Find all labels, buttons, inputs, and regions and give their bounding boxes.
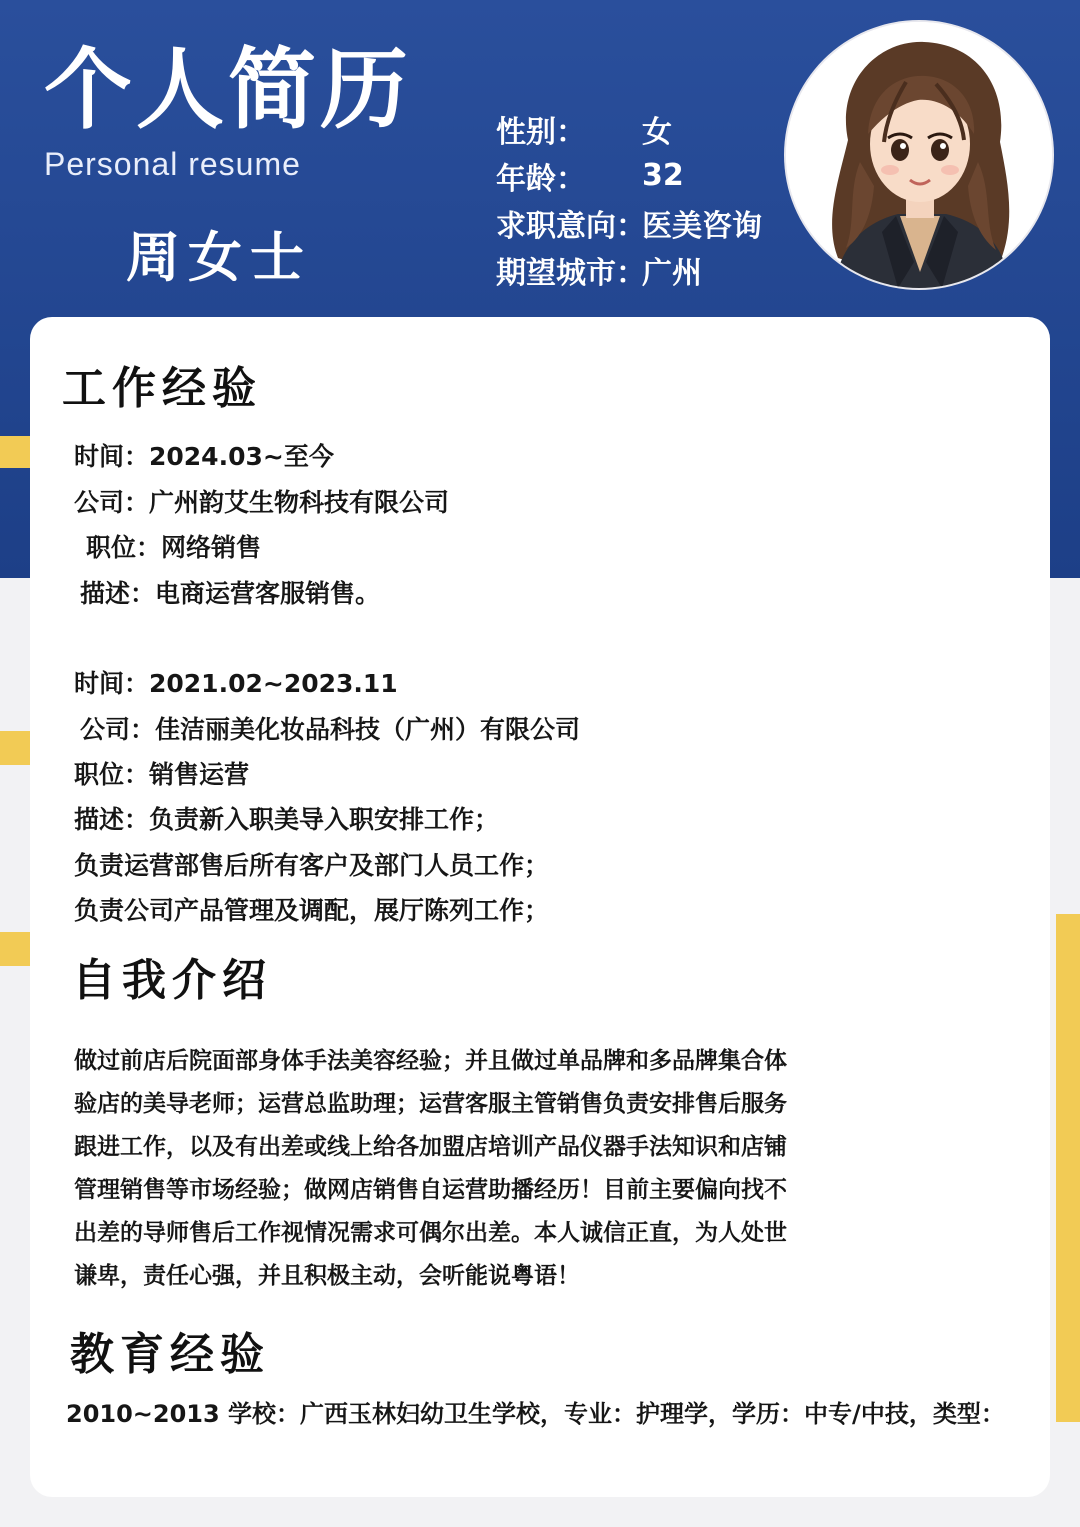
intro-line: 做过前店后院面部身体手法美容经验；并且做过单品牌和多品牌集合体 xyxy=(74,1048,787,1074)
accent-bar-left-1 xyxy=(0,436,30,468)
info-row-gender xyxy=(496,105,762,152)
accent-bar-left-2 xyxy=(0,731,30,765)
job1-company: 公司：广州韵艾生物科技有限公司 xyxy=(74,488,450,517)
intro-line: 出差的导师售后工作视情况需求可偶尔出差。本人诚信正直，为人处世 xyxy=(74,1220,787,1246)
education-section-title: 教育经验 xyxy=(70,1329,270,1380)
intro-line: 跟进工作，以及有出差或线上给各加盟店培训产品仪器手法知识和店铺 xyxy=(74,1134,787,1160)
job-intention-value: 医美咨询 xyxy=(642,208,762,244)
gender-label: 性别： xyxy=(496,114,586,150)
accent-bar-left-3 xyxy=(0,932,30,966)
job2-description-2: 负责运营部售后所有客户及部门人员工作； xyxy=(74,851,550,880)
city-value: 广州 xyxy=(642,255,702,291)
candidate-name: 周女士 xyxy=(126,226,312,289)
intro-section-title: 自我介绍 xyxy=(72,955,272,1006)
education-entry: 2010~2013 学校：广西玉林妇幼卫生学校，专业：护理学，学历：中专/中技，类型： xyxy=(66,1400,1005,1428)
intro-line: 管理销售等市场经验；做网店销售自运营助播经历！目前主要偏向找不 xyxy=(74,1177,787,1203)
info-row-job-intention xyxy=(496,199,762,246)
job2-position: 职位：销售运营 xyxy=(74,760,250,789)
job1-description: 描述：电商运营客服销售。 xyxy=(80,579,381,608)
intro-paragraph xyxy=(74,1040,844,1298)
intro-line: 谦卑，责任心强，并且积极主动，会听能说粤语！ xyxy=(74,1263,580,1289)
work-section-title: 工作经验 xyxy=(62,363,262,414)
info-row-age xyxy=(496,152,762,199)
job-intention-label: 求职意向： xyxy=(496,208,646,244)
job2-description-3: 负责公司产品管理及调配，展厅陈列工作； xyxy=(74,896,550,925)
intro-line: 验店的美导老师；运营总监助理；运营客服主管销售负责安排售后服务 xyxy=(74,1091,787,1117)
age-label: 年龄： xyxy=(496,161,586,197)
job1-time: 时间：2024.03~至今 xyxy=(74,442,334,471)
job1-position: 职位：网络销售 xyxy=(86,533,262,562)
avatar xyxy=(786,22,1052,288)
city-label: 期望城市： xyxy=(496,255,646,291)
age-value: 32 xyxy=(642,158,684,193)
gender-value: 女 xyxy=(642,114,672,150)
job2-company: 公司：佳洁丽美化妆品科技（广州）有限公司 xyxy=(80,715,581,744)
job2-time: 时间：2021.02~2023.11 xyxy=(74,669,398,698)
avatar-illustration xyxy=(786,22,1052,288)
personal-info xyxy=(496,105,762,293)
resume-title: 个人简历 xyxy=(44,38,413,141)
info-row-city xyxy=(496,246,762,293)
job2-description-1: 描述：负责新入职美导入职安排工作； xyxy=(74,805,500,834)
accent-bar-right xyxy=(1056,914,1080,1422)
resume-subtitle: Personal resume xyxy=(44,146,301,182)
